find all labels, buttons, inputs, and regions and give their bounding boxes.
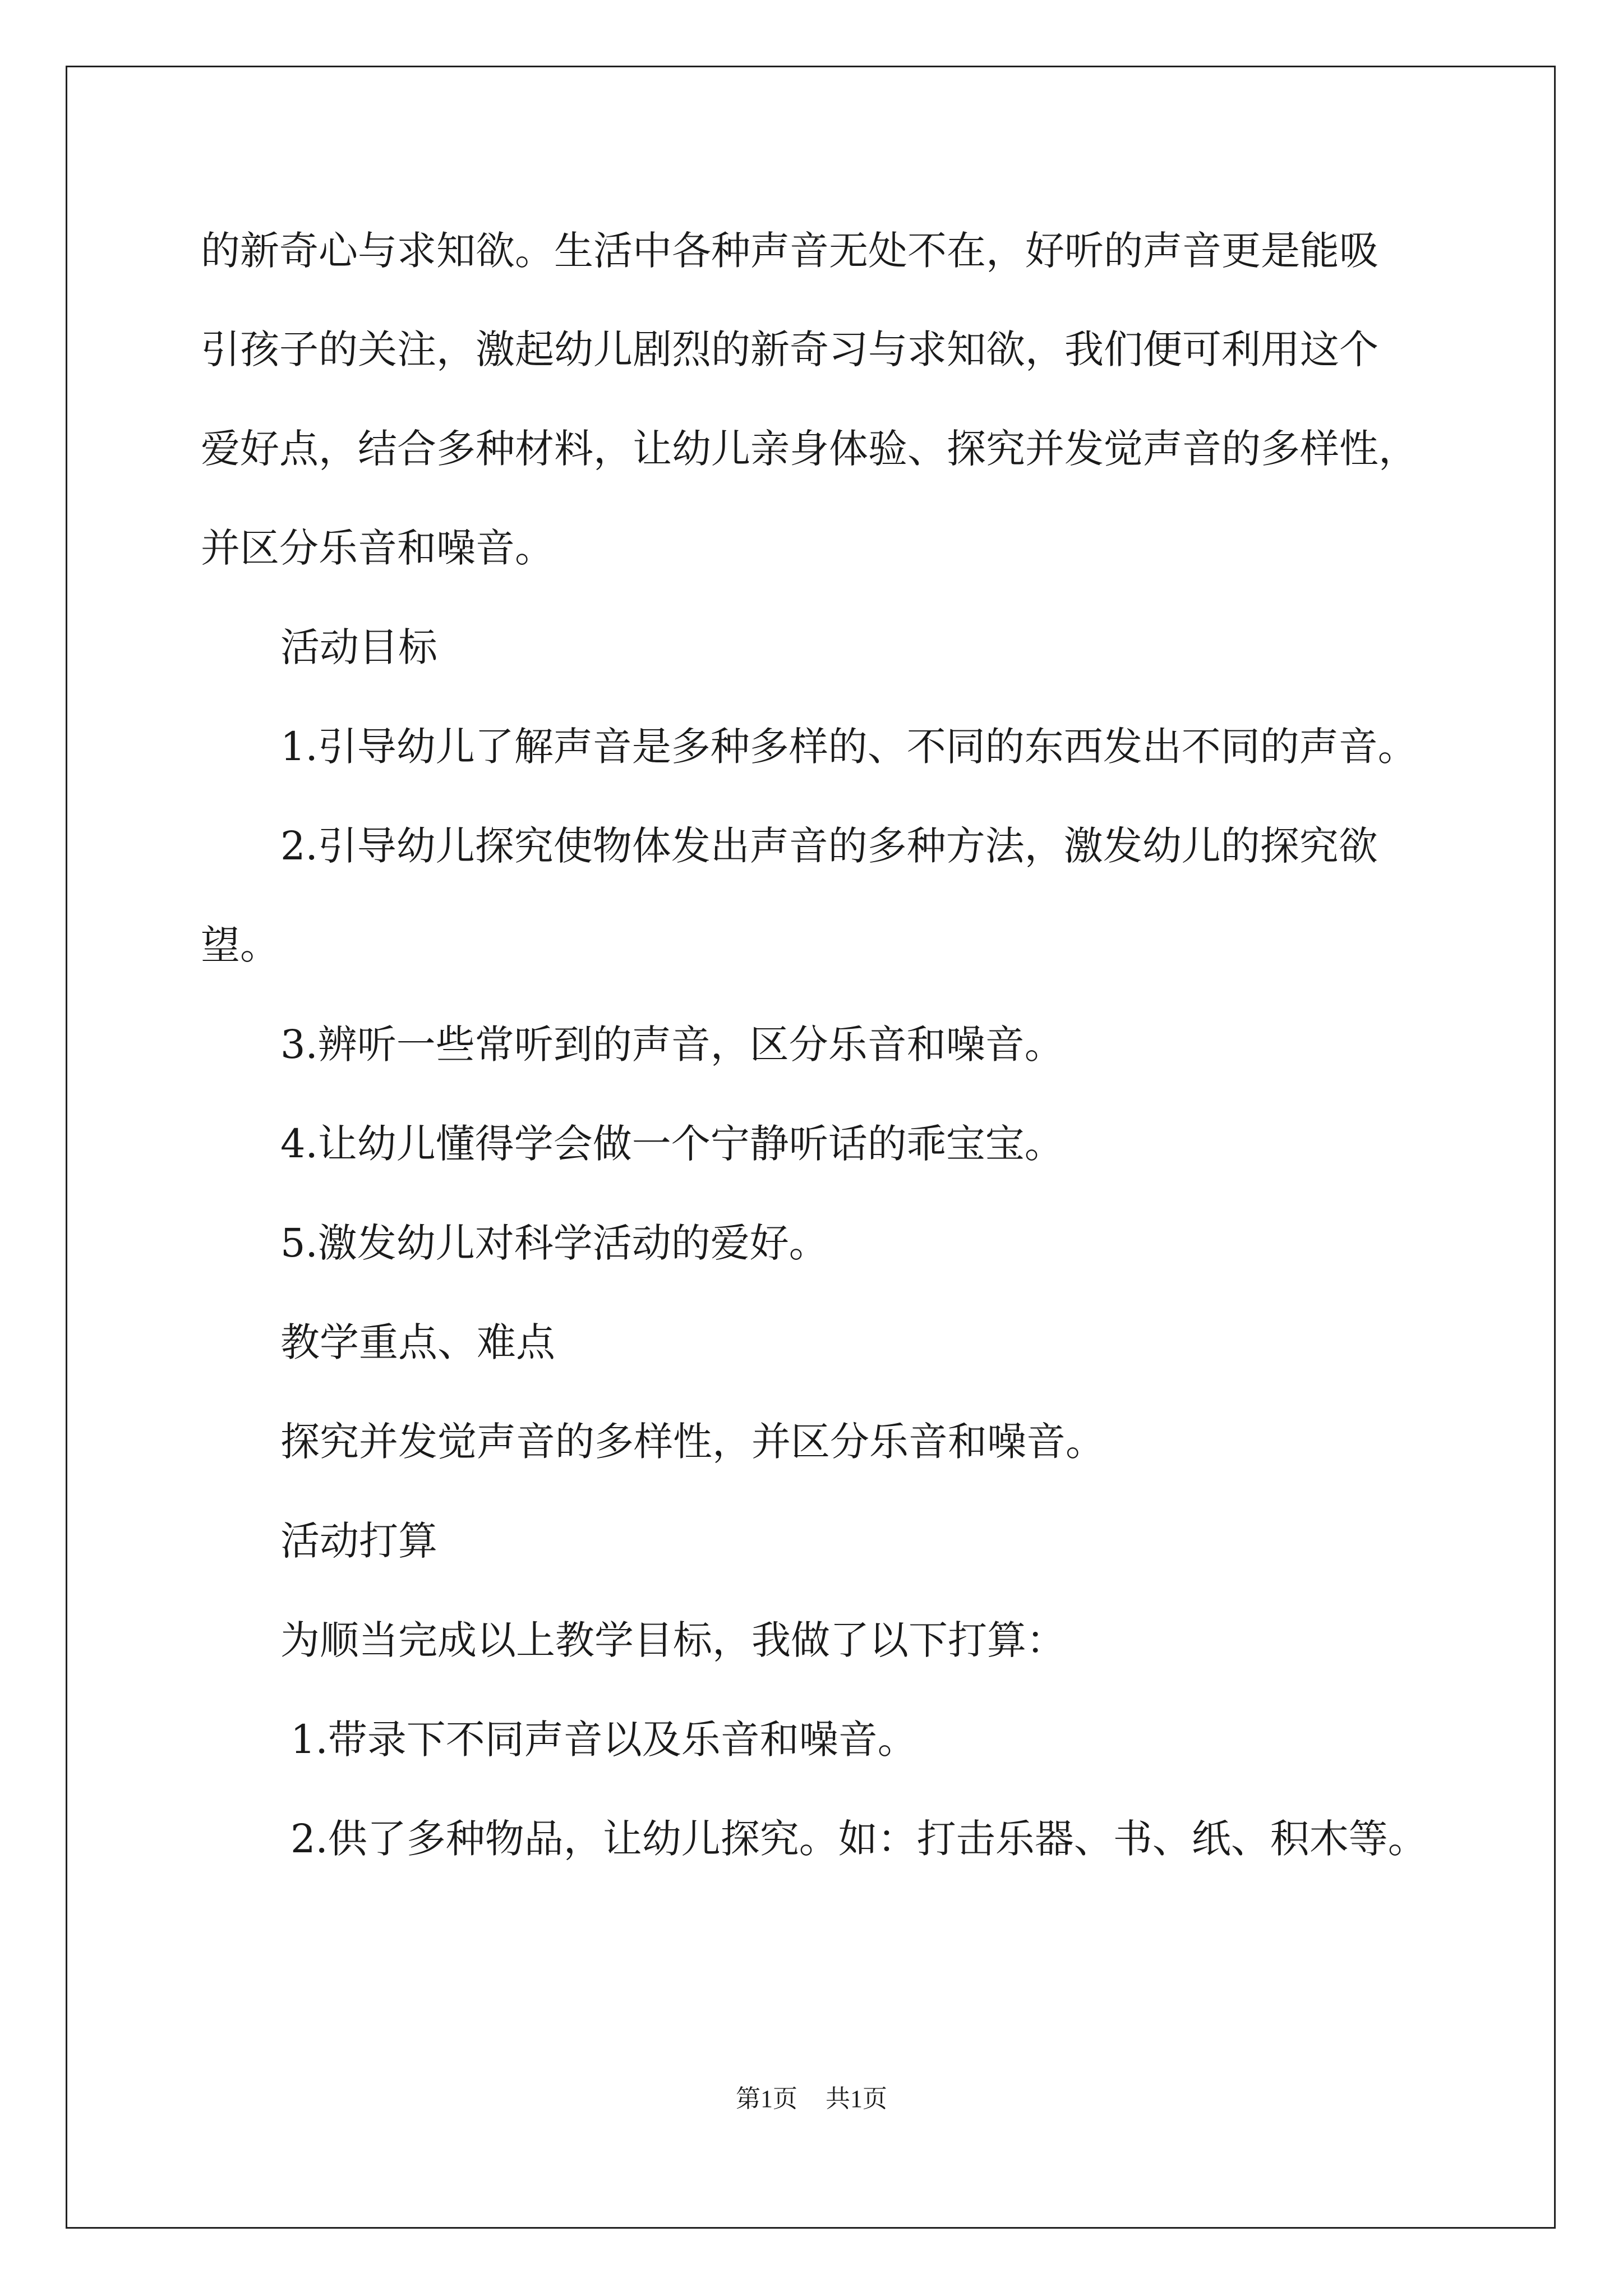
page-footer: [0, 2082, 1623, 2116]
paragraph-line: 为顺当完成以上教学目标，我做了以下打算：: [280, 1617, 1066, 1663]
paragraph-line: 4.让幼儿懂得学会做一个宁静听话的乖宝宝。: [280, 1121, 1064, 1167]
section-heading: 教学重点、难点: [280, 1319, 555, 1365]
paragraph-line: 并区分乐音和噪音。: [201, 525, 554, 571]
section-heading: 活动打算: [280, 1518, 437, 1564]
page-number: 第1页: [736, 2085, 797, 2113]
paragraph-line: 2.供了多种物品，让幼儿探究。如：打击乐器、书、纸、积木等。: [291, 1816, 1427, 1862]
paragraph-line: 引孩子的关注，激起幼儿剧烈的新奇习与求知欲，我们便可利用这个: [201, 326, 1378, 372]
paragraph-line: 3.辨听一些常听到的声音，区分乐音和噪音。: [280, 1022, 1064, 1068]
paragraph-line: 2.引导幼儿探究使物体发出声音的多种方法，激发幼儿的探究欲: [280, 823, 1378, 869]
page-total: 共1页: [826, 2085, 887, 2113]
paragraph-line: 望。: [201, 922, 279, 968]
section-heading: 活动目标: [280, 624, 437, 670]
paragraph-line: 爱好点，结合多种材料，让幼儿亲身体验、探究并发觉声音的多样性，: [201, 426, 1418, 472]
paragraph-line: 探究并发觉声音的多样性，并区分乐音和噪音。: [280, 1419, 1105, 1465]
paragraph-line: 1.引导幼儿了解声音是多种多样的、不同的东西发出不同的声音。: [280, 724, 1417, 770]
paragraph-line: 1.带录下不同声音以及乐音和噪音。: [291, 1717, 917, 1763]
paragraph-line: 5.激发幼儿对科学活动的爱好。: [280, 1220, 828, 1266]
paragraph-line: 的新奇心与求知欲。生活中各种声音无处不在，好听的声音更是能吸: [201, 228, 1378, 274]
